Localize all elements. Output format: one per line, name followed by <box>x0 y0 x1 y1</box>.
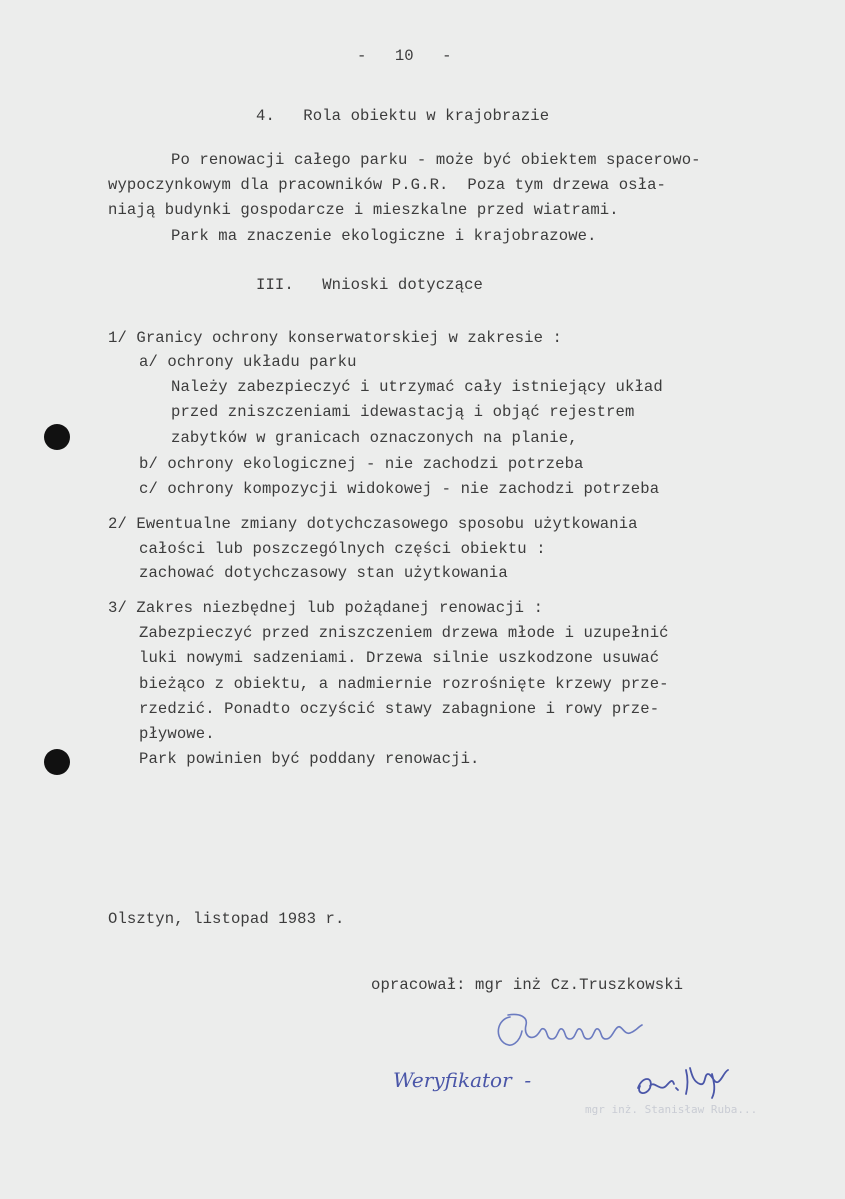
section-4-line: wypoczynkowym dla pracowników P.G.R. Poza tym drzewa osła- <box>108 176 667 194</box>
item-line: 2/ Ewentualne zmiany dotychczasowego sposobu użytkowania <box>108 515 638 533</box>
item-line: zachować dotychczasowy stan użytkowania <box>139 564 508 582</box>
item-line: bieżąco z obiektu, a nadmiernie rozrośnięte krzewy prze- <box>139 675 669 693</box>
item-line: zabytków w granicach oznaczonych na planie, <box>171 429 578 447</box>
item-line: a/ ochrony układu parku <box>139 353 357 371</box>
author-signature <box>490 1005 650 1055</box>
item-line: pływowe. <box>139 725 215 743</box>
verifier-signature <box>632 1062 742 1102</box>
item-line: przed zniszczeniami idewastacją i objąć rejestrem <box>171 403 635 421</box>
item-line: b/ ochrony ekologicznej - nie zachodzi potrzeba <box>139 455 584 473</box>
place-date: Olsztyn, listopad 1983 r. <box>108 910 345 928</box>
item-line: rzedzić. Ponadto oczyścić stawy zabagnione i rowy prze- <box>139 700 660 718</box>
verifier-stamp: mgr inż. Stanisław Ruba... <box>585 1103 758 1116</box>
item-line: całości lub poszczególnych części obiektu : <box>139 540 546 558</box>
item-line: 3/ Zakres niezbędnej lub pożądanej renowacji : <box>108 599 544 617</box>
item-line: c/ ochrony kompozycji widokowej - nie zachodzi potrzeba <box>139 480 660 498</box>
punch-hole <box>44 424 70 450</box>
section-3-heading: III. Wnioski dotyczące <box>256 276 483 294</box>
section-4-heading: 4. Rola obiektu w krajobrazie <box>256 107 550 125</box>
section-4-line: niają budynki gospodarcze i mieszkalne przed wiatrami. <box>108 201 619 219</box>
section-4-line: Po renowacji całego parku - może być obiektem spacerowo- <box>171 151 701 169</box>
punch-hole <box>44 749 70 775</box>
verifier-handwritten: Weryfikator - <box>393 1068 532 1092</box>
item-line: Park powinien być poddany renowacji. <box>139 750 480 768</box>
page-number: - 10 - <box>357 47 452 65</box>
section-4-line: Park ma znaczenie ekologiczne i krajobrazowe. <box>171 227 597 245</box>
author-line: opracował: mgr inż Cz.Truszkowski <box>371 976 684 994</box>
item-line: Zabezpieczyć przed zniszczeniem drzewa młode i uzupełnić <box>139 624 669 642</box>
item-line: 1/ Granicy ochrony konserwatorskiej w zakresie : <box>108 329 562 347</box>
item-line: luki nowymi sadzeniami. Drzewa silnie uszkodzone usuwać <box>139 649 660 667</box>
item-line: Należy zabezpieczyć i utrzymać cały istniejący układ <box>171 378 663 396</box>
